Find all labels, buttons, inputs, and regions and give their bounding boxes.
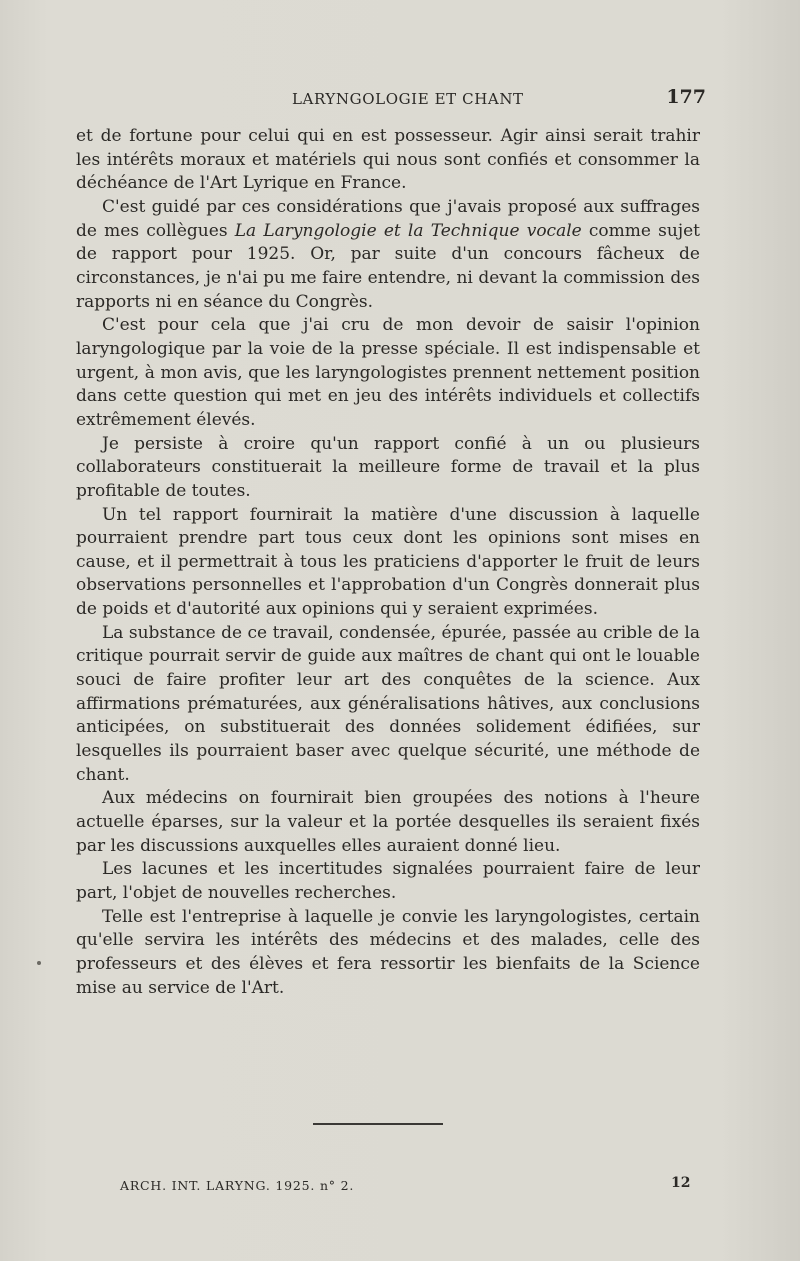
page-header	[80, 86, 706, 116]
paragraph-2-text-before: C'est guidé par ces considérations que j'avais proposé aux suffrages de mes collègues	[76, 196, 700, 241]
paragraph-1: et de fortune pour celui qui en est possesseur. Agir ainsi serait trahir les intérêts moraux et matériels qui nous sont confiés et consommer la déchéance de l'Art Lyrique en France.	[76, 126, 700, 194]
paragraph-2-italic-title: La Laryngologie et la Technique vocale	[234, 220, 582, 241]
paragraph-7: Aux médecins on fournirait bien groupées des notions à l'heure actuelle éparses, sur la valeur et la portée desquelles ils seraient fixés par les discussions auxquelles elles auraient donné lieu.	[76, 788, 700, 856]
paragraph-8: Les lacunes et les incertitudes signalées pourraient faire de leur part, l'objet de nouvelles recherches.	[76, 859, 700, 903]
end-rule	[313, 1123, 443, 1125]
paragraph-6: La substance de ce travail, condensée, épurée, passée au crible de la critique pourrait servir de guide aux maîtres de chant qui ont le louable souci de faire profiter leur art des conquêtes de la science. Aux affirmations prématurées, aux généralisations hâtives, aux conclusions anticipées, on substituerait des données solidement édifiées, sur lesquelles ils pourraient baser avec quelque sécurité, une méthode de chant.	[76, 622, 700, 785]
journal-reference: ARCH. INT. LARYNG. 1925. n° 2.	[120, 1178, 355, 1193]
paragraph-9: Telle est l'entreprise à laquelle je convie les laryngologistes, certain qu'elle servira les intérêts des médecins et des malades, celle des professeurs et des élèves et fera ressortir les bienfaits de la Science mise au service de l'Art.	[76, 906, 700, 998]
article-body	[76, 125, 700, 1000]
page-number: 177	[666, 86, 706, 108]
paragraph-2	[76, 196, 700, 314]
paragraph-5: Un tel rapport fournirait la matière d'une discussion à laquelle pourraient prendre part tous ceux dont les opinions sont mises en cause, et il permettrait à tous les praticiens d'apporter le fruit de leurs observations personnelles et l'approbation d'un Congrès donnerait plus de poids et d'autorité aux opinions qui y seraient exprimées.	[76, 504, 700, 620]
running-title: LARYNGOLOGIE ET CHANT	[292, 90, 524, 108]
paragraph-2-text-after: comme sujet de rapport pour 1925. Or, par suite d'un concours fâcheux de circonstances, je n'ai pu me faire entendre, ni devant la commission des rapports ni en séance du Congrès.	[76, 220, 701, 312]
paragraph-3: C'est pour cela que j'ai cru de mon devoir de saisir l'opinion laryngologique par la voie de la presse spéciale. Il est indispensable et urgent, à mon avis, que les laryngologistes prennent nettement position dans cette question qui met en jeu des intérêts individuels et collectifs extrêmement élevés.	[76, 315, 700, 430]
paragraph-4: Je persiste à croire qu'un rapport confié à un ou plusieurs collaborateurs constituerait la meilleure forme de travail et la plus profitable de toutes.	[76, 433, 700, 501]
signature-mark: 12	[671, 1175, 691, 1191]
margin-dot	[37, 961, 41, 965]
